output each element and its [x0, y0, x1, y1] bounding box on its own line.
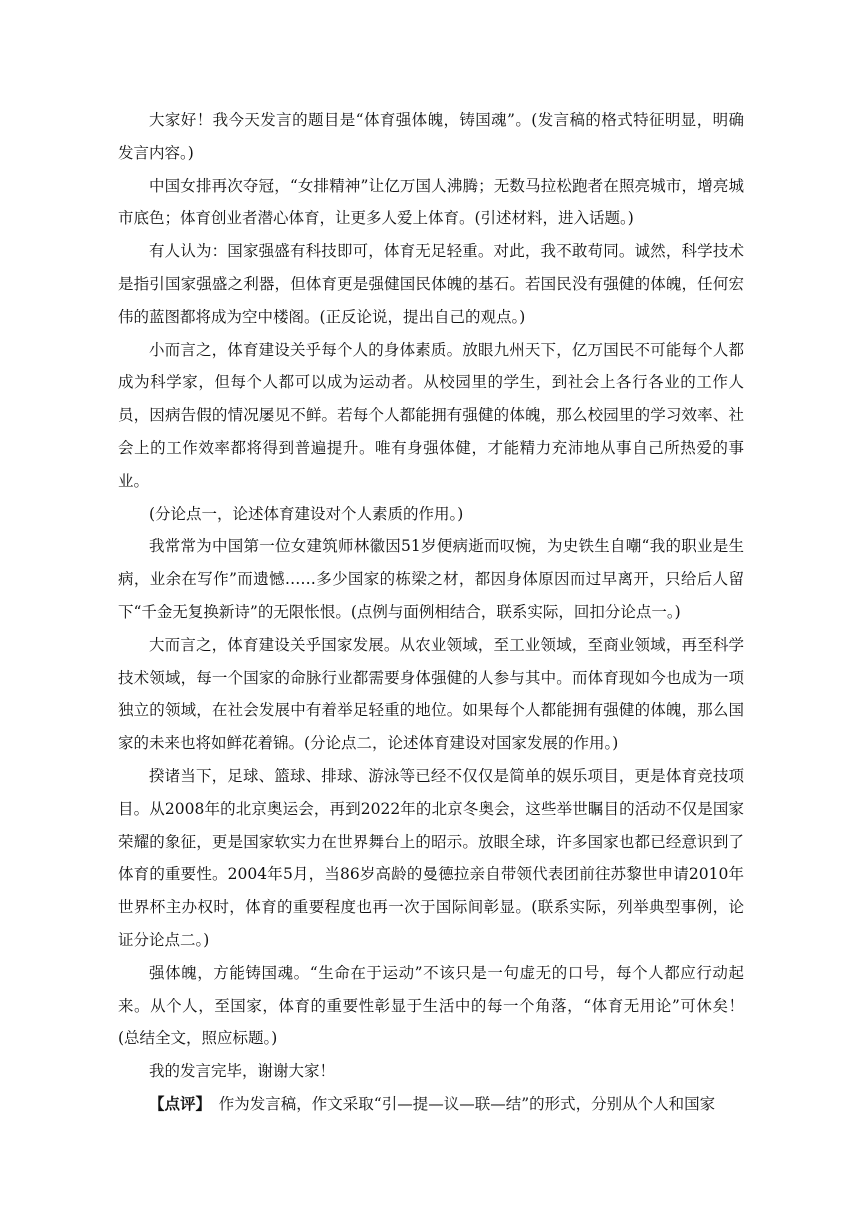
- comment-label: 【点评】: [149, 1093, 204, 1113]
- comment-text: 作为发言稿，作文采取“引—提—议—联—结”的形式，分别从个人和国家: [203, 1094, 716, 1113]
- document-page: [118, 104, 744, 1121]
- paragraph-example-two: 揆诸当下，足球、篮球、排球、游泳等已经不仅仅是简单的娱乐项目，更是体育竞技项目。从2008年的北京奥运会，再到2022年的北京冬奥会，这些举世瞩目的活动不仅是国家荣耀的象征，更是国家软实力在世界舞台上的昭示。放眼全球，许多国家也都已经意识到了体育的重要性。2004年5月，当86岁高龄的曼德拉亲自带领代表团前往苏黎世申请2010年世界杯主办权时，体育的重要程度也再一次于国际间彰显。(联系实际，列举典型事例，论证分论点二。): [118, 766, 744, 949]
- paragraph-conclusion: 强体魄，方能铸国魂。“生命在于运动”不该只是一句虚无的口号，每个人都应行动起来。从个人，至国家，体育的重要性彰显于生活中的每一个角落，“体育无用论”可休矣！(总结全文，照应标题。): [118, 963, 744, 1048]
- paragraph-material: 中国女排再次夺冠，“女排精神”让亿万国人沸腾；无数马拉松跑者在照亮城市，增亮城市底色；体育创业者潜心体育，让更多人爱上体育。(引述材料，进入话题。): [118, 176, 744, 228]
- paragraph-example-one: 我常常为中国第一位女建筑师林徽因51岁便病逝而叹惋，为史铁生自嘲“我的职业是生病，业余在写作”而遗憾……多少国家的栋梁之材，都因身体原因而过早离开，只给后人留下“千金无复换新诗”的无限怅恨。(点例与面例相结合，联系实际，回扣分论点一。): [118, 537, 744, 621]
- paragraph-point-one: 小而言之，体育建设关乎每个人的身体素质。放眼九州天下，亿万国民不可能每个人都成为科学家，但每个人都可以成为运动者。从校园里的学生，到社会上各行各业的工作人员，因病告假的情况屡见不鲜。若每个人都能拥有强健的体魄，那么校园里的学习效率、社会上的工作效率都将得到普遍提升。唯有身强体健，才能精力充沛地从事自己所热爱的事业。: [118, 340, 744, 490]
- paragraph-closing: 我的发言完毕，谢谢大家！: [149, 1062, 336, 1081]
- paragraph-thesis: 有人认为：国家强盛有科技即可，体育无足轻重。对此，我不敢苟同。诚然，科学技术是指引国家强盛之利器，但体育更是强健国民体魄的基石。若国民没有强健的体魄，任何宏伟的蓝图都将成为空中楼阁。(正反论说，提出自己的观点。): [118, 242, 744, 326]
- comment-paragraph: [118, 1088, 744, 1121]
- paragraph-point-two: 大而言之，体育建设关乎国家发展。从农业领域，至工业领域，至商业领域，再至科学技术领域，每一个国家的命脉行业都需要身体强健的人参与其中。而体育现如今也成为一项独立的领域，在社会发展中有着举足轻重的地位。如果每个人都能拥有强健的体魄，那么国家的未来也将如鲜花着锦。(分论点二，论述体育建设对国家发展的作用。): [118, 635, 744, 753]
- paragraph-greeting: 大家好！我今天发言的题目是“体育强体魄，铸国魂”。(发言稿的格式特征明显，明确发言内容。): [118, 111, 744, 162]
- paragraph-point-one-note: (分论点一，论述体育建设对个人素质的作用。): [149, 504, 464, 523]
